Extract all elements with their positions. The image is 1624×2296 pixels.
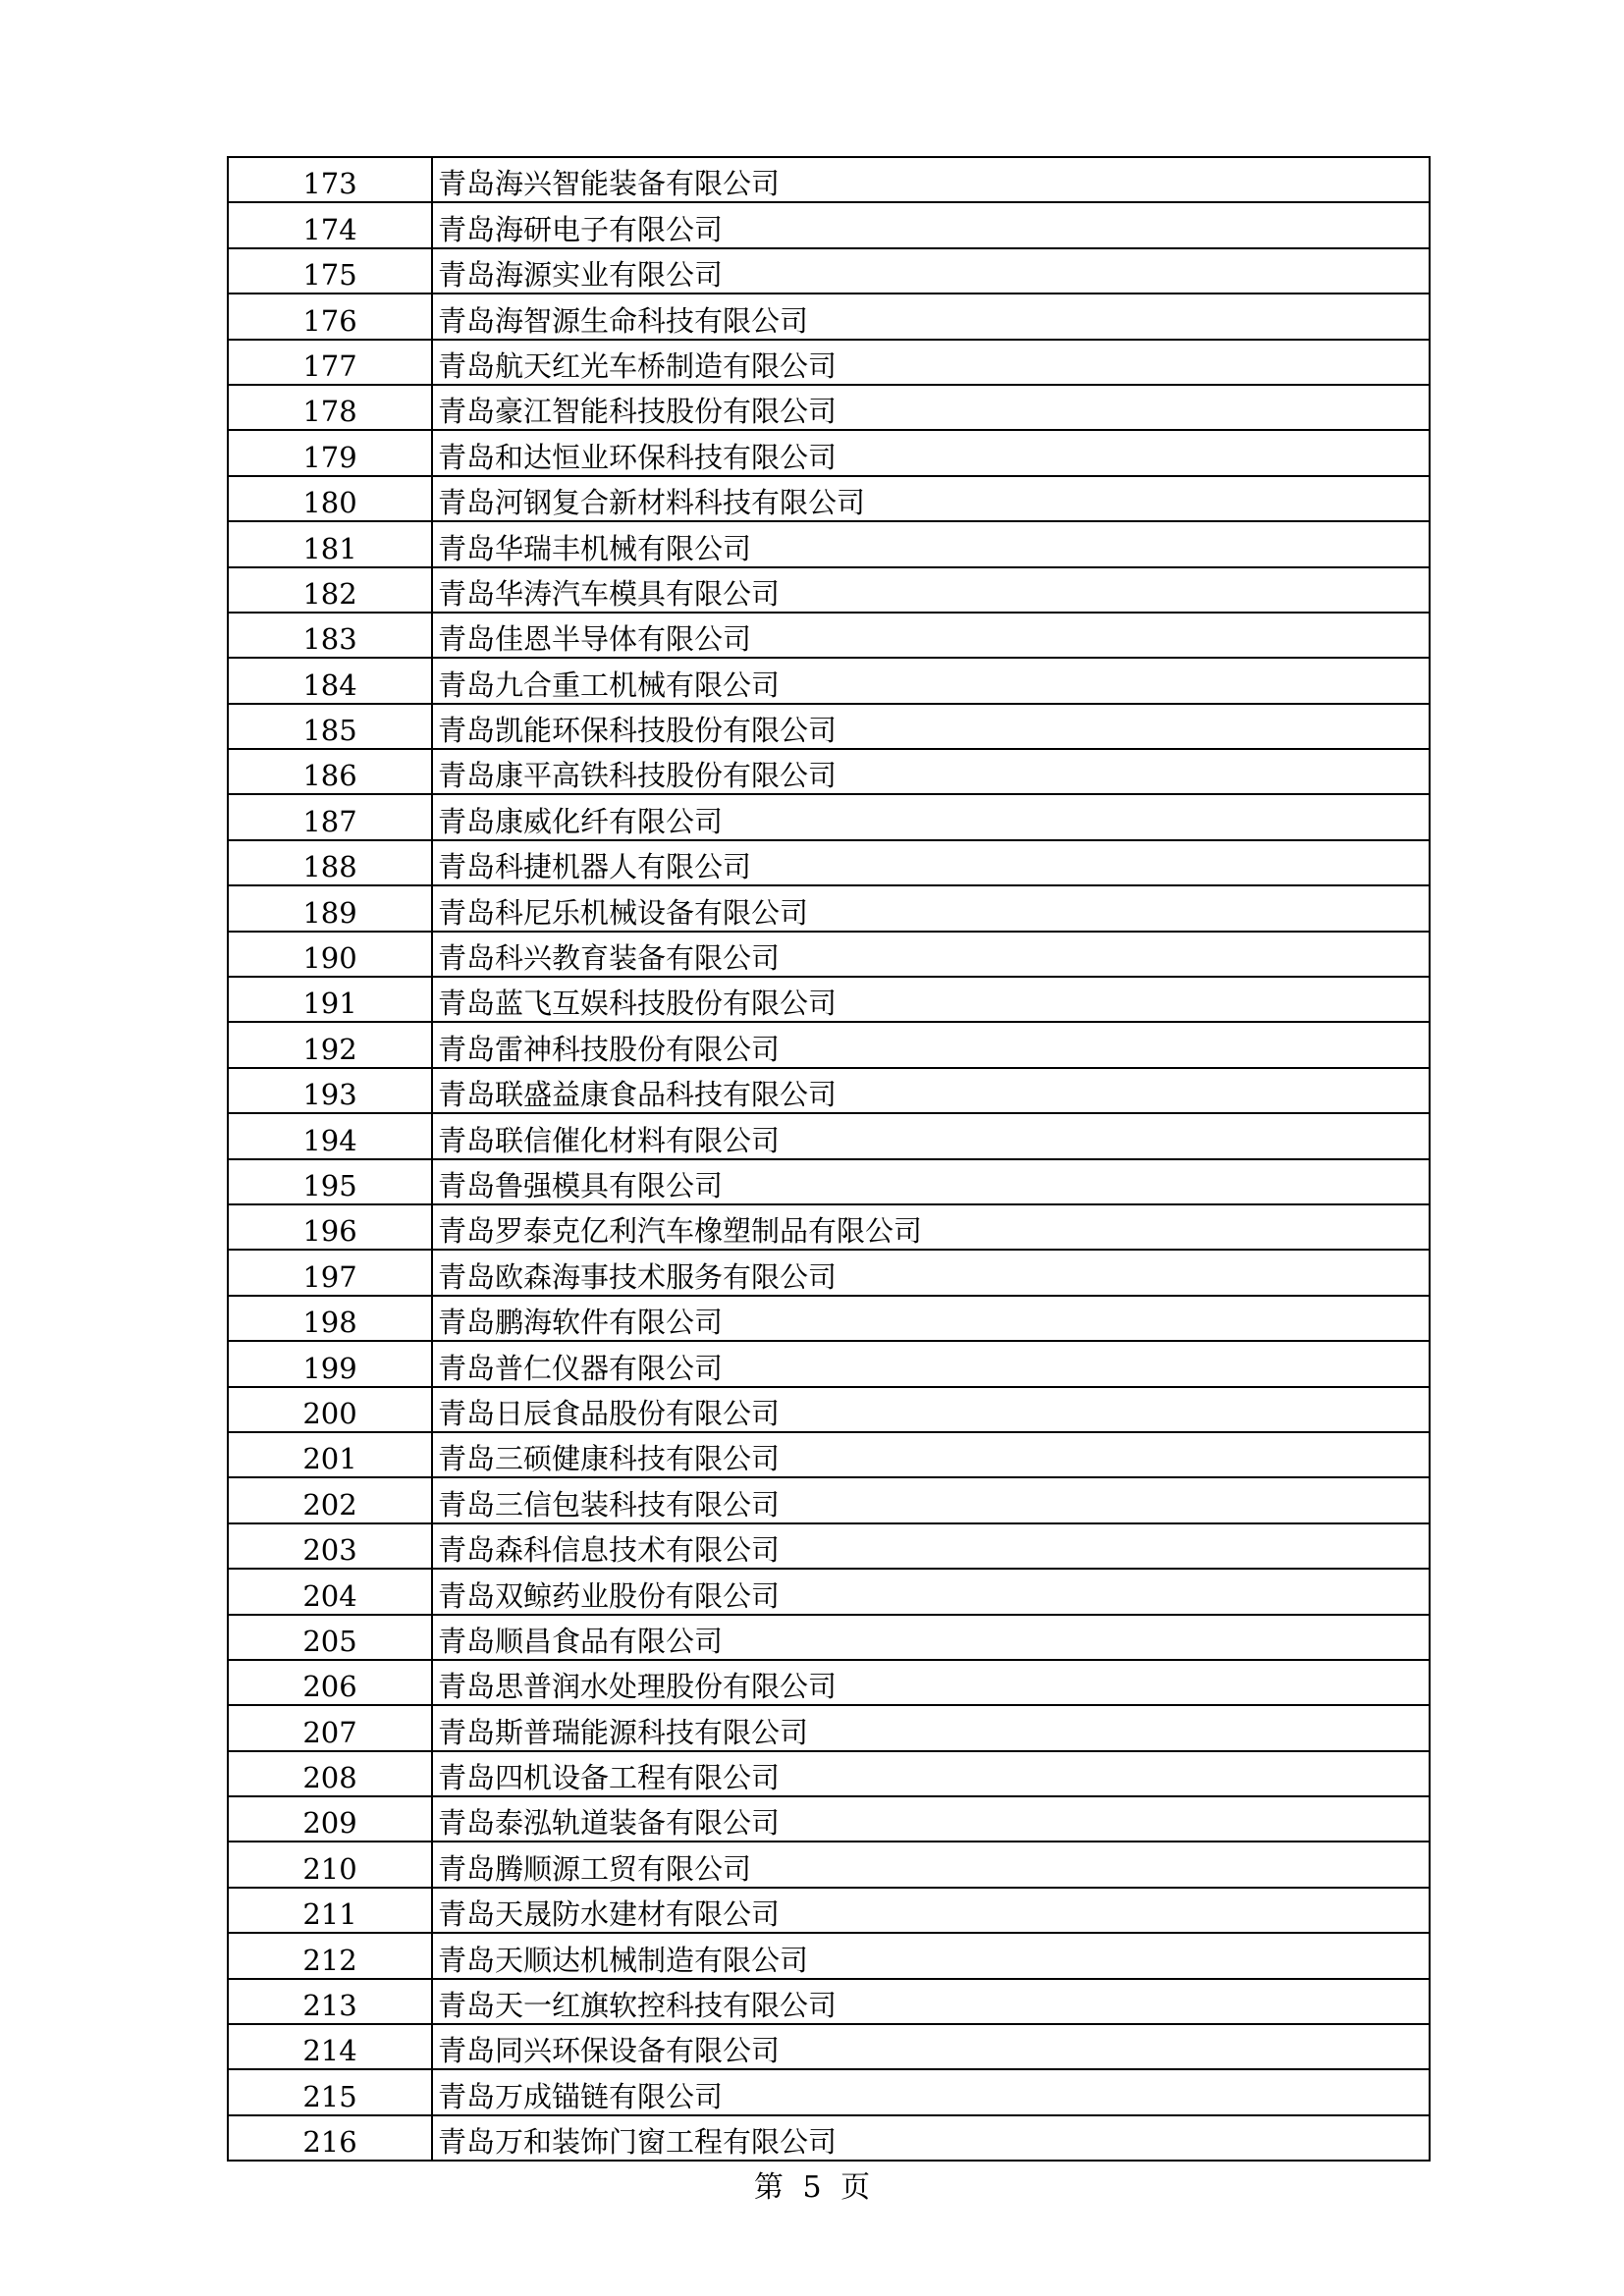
row-number: 176 (228, 294, 432, 339)
table-row (228, 1477, 1430, 1522)
company-name: 青岛联信催化材料有限公司 (432, 1113, 1430, 1158)
company-name: 青岛康威化纤有限公司 (432, 794, 1430, 839)
company-name: 青岛日辰食品股份有限公司 (432, 1387, 1430, 1432)
table-row (228, 2024, 1430, 2069)
row-number: 205 (228, 1615, 432, 1660)
table-row (228, 932, 1430, 977)
row-number: 186 (228, 749, 432, 794)
table-row (228, 1523, 1430, 1569)
company-name: 青岛华涛汽车模具有限公司 (432, 567, 1430, 613)
row-number: 189 (228, 885, 432, 931)
table-row (228, 1842, 1430, 1887)
row-number: 212 (228, 1933, 432, 1978)
row-number: 196 (228, 1204, 432, 1250)
company-name: 青岛联盛益康食品科技有限公司 (432, 1068, 1430, 1113)
row-number: 211 (228, 1888, 432, 1933)
company-list-body (228, 157, 1430, 2161)
table-row (228, 794, 1430, 839)
company-name: 青岛三信包装科技有限公司 (432, 1477, 1430, 1522)
company-name: 青岛森科信息技术有限公司 (432, 1523, 1430, 1569)
row-number: 181 (228, 521, 432, 566)
table-row (228, 1250, 1430, 1295)
table-row (228, 1296, 1430, 1341)
row-number: 210 (228, 1842, 432, 1887)
row-number: 216 (228, 2115, 432, 2161)
row-number: 178 (228, 385, 432, 430)
table-row (228, 1933, 1430, 1978)
row-number: 190 (228, 932, 432, 977)
company-name: 青岛万成锚链有限公司 (432, 2069, 1430, 2114)
company-name: 青岛海智源生命科技有限公司 (432, 294, 1430, 339)
row-number: 215 (228, 2069, 432, 2114)
row-number: 199 (228, 1341, 432, 1386)
table-row (228, 749, 1430, 794)
table-row (228, 1432, 1430, 1477)
company-name: 青岛雷神科技股份有限公司 (432, 1022, 1430, 1067)
company-name: 青岛海源实业有限公司 (432, 248, 1430, 294)
row-number: 185 (228, 704, 432, 749)
row-number: 209 (228, 1796, 432, 1842)
table-row (228, 1660, 1430, 1705)
row-number: 204 (228, 1569, 432, 1614)
company-name: 青岛河钢复合新材料科技有限公司 (432, 476, 1430, 521)
table-row (228, 1068, 1430, 1113)
table-row (228, 476, 1430, 521)
company-name: 青岛科捷机器人有限公司 (432, 840, 1430, 885)
row-number: 182 (228, 567, 432, 613)
company-name: 青岛思普润水处理股份有限公司 (432, 1660, 1430, 1705)
row-number: 198 (228, 1296, 432, 1341)
row-number: 173 (228, 157, 432, 202)
table-row (228, 885, 1430, 931)
table-row (228, 2069, 1430, 2114)
company-name: 青岛海研电子有限公司 (432, 202, 1430, 247)
company-name: 青岛和达恒业环保科技有限公司 (432, 430, 1430, 475)
company-name: 青岛鲁强模具有限公司 (432, 1159, 1430, 1204)
company-list-table (227, 156, 1431, 2162)
table-row (228, 521, 1430, 566)
company-name: 青岛鹏海软件有限公司 (432, 1296, 1430, 1341)
company-name: 青岛腾顺源工贸有限公司 (432, 1842, 1430, 1887)
row-number: 213 (228, 1979, 432, 2024)
company-name: 青岛万和装饰门窗工程有限公司 (432, 2115, 1430, 2161)
company-name: 青岛华瑞丰机械有限公司 (432, 521, 1430, 566)
row-number: 183 (228, 613, 432, 658)
company-name: 青岛欧森海事技术服务有限公司 (432, 1250, 1430, 1295)
row-number: 175 (228, 248, 432, 294)
table-row (228, 1113, 1430, 1158)
company-name: 青岛普仁仪器有限公司 (432, 1341, 1430, 1386)
company-name: 青岛顺昌食品有限公司 (432, 1615, 1430, 1660)
row-number: 207 (228, 1705, 432, 1750)
company-name: 青岛泰泓轨道装备有限公司 (432, 1796, 1430, 1842)
company-name: 青岛航天红光车桥制造有限公司 (432, 340, 1430, 385)
row-number: 191 (228, 977, 432, 1022)
row-number: 188 (228, 840, 432, 885)
row-number: 197 (228, 1250, 432, 1295)
row-number: 177 (228, 340, 432, 385)
table-row (228, 1341, 1430, 1386)
table-row (228, 340, 1430, 385)
row-number: 202 (228, 1477, 432, 1522)
company-name: 青岛四机设备工程有限公司 (432, 1751, 1430, 1796)
row-number: 187 (228, 794, 432, 839)
table-row (228, 294, 1430, 339)
table-row (228, 430, 1430, 475)
table-row (228, 1387, 1430, 1432)
company-name: 青岛斯普瑞能源科技有限公司 (432, 1705, 1430, 1750)
company-name: 青岛同兴环保设备有限公司 (432, 2024, 1430, 2069)
table-row (228, 1888, 1430, 1933)
table-row (228, 1204, 1430, 1250)
company-name: 青岛佳恩半导体有限公司 (432, 613, 1430, 658)
company-name: 青岛天一红旗软控科技有限公司 (432, 1979, 1430, 2024)
row-number: 193 (228, 1068, 432, 1113)
row-number: 194 (228, 1113, 432, 1158)
table-row (228, 2115, 1430, 2161)
company-name: 青岛天晟防水建材有限公司 (432, 1888, 1430, 1933)
row-number: 201 (228, 1432, 432, 1477)
company-name: 青岛豪江智能科技股份有限公司 (432, 385, 1430, 430)
company-name: 青岛蓝飞互娱科技股份有限公司 (432, 977, 1430, 1022)
row-number: 180 (228, 476, 432, 521)
row-number: 203 (228, 1523, 432, 1569)
company-name: 青岛九合重工机械有限公司 (432, 658, 1430, 703)
row-number: 184 (228, 658, 432, 703)
table-row (228, 1796, 1430, 1842)
company-name: 青岛罗泰克亿利汽车橡塑制品有限公司 (432, 1204, 1430, 1250)
row-number: 214 (228, 2024, 432, 2069)
company-name: 青岛康平高铁科技股份有限公司 (432, 749, 1430, 794)
table-row (228, 1022, 1430, 1067)
table-row (228, 385, 1430, 430)
row-number: 206 (228, 1660, 432, 1705)
table-row (228, 1159, 1430, 1204)
row-number: 179 (228, 430, 432, 475)
table-row (228, 248, 1430, 294)
table-row (228, 202, 1430, 247)
company-name: 青岛海兴智能装备有限公司 (432, 157, 1430, 202)
table-row (228, 1569, 1430, 1614)
page-number: 第 5 页 (753, 2170, 871, 2205)
table-row (228, 567, 1430, 613)
table-row (228, 613, 1430, 658)
table-row (228, 704, 1430, 749)
company-name: 青岛三硕健康科技有限公司 (432, 1432, 1430, 1477)
row-number: 174 (228, 202, 432, 247)
table-row (228, 840, 1430, 885)
table-row (228, 1615, 1430, 1660)
table-row (228, 977, 1430, 1022)
table-row (228, 157, 1430, 202)
row-number: 195 (228, 1159, 432, 1204)
table-row (228, 1979, 1430, 2024)
company-name: 青岛科兴教育装备有限公司 (432, 932, 1430, 977)
table-row (228, 658, 1430, 703)
table-row (228, 1705, 1430, 1750)
company-name: 青岛天顺达机械制造有限公司 (432, 1933, 1430, 1978)
row-number: 192 (228, 1022, 432, 1067)
company-name: 青岛双鲸药业股份有限公司 (432, 1569, 1430, 1614)
company-name: 青岛凯能环保科技股份有限公司 (432, 704, 1430, 749)
row-number: 200 (228, 1387, 432, 1432)
company-name: 青岛科尼乐机械设备有限公司 (432, 885, 1430, 931)
row-number: 208 (228, 1751, 432, 1796)
table-row (228, 1751, 1430, 1796)
